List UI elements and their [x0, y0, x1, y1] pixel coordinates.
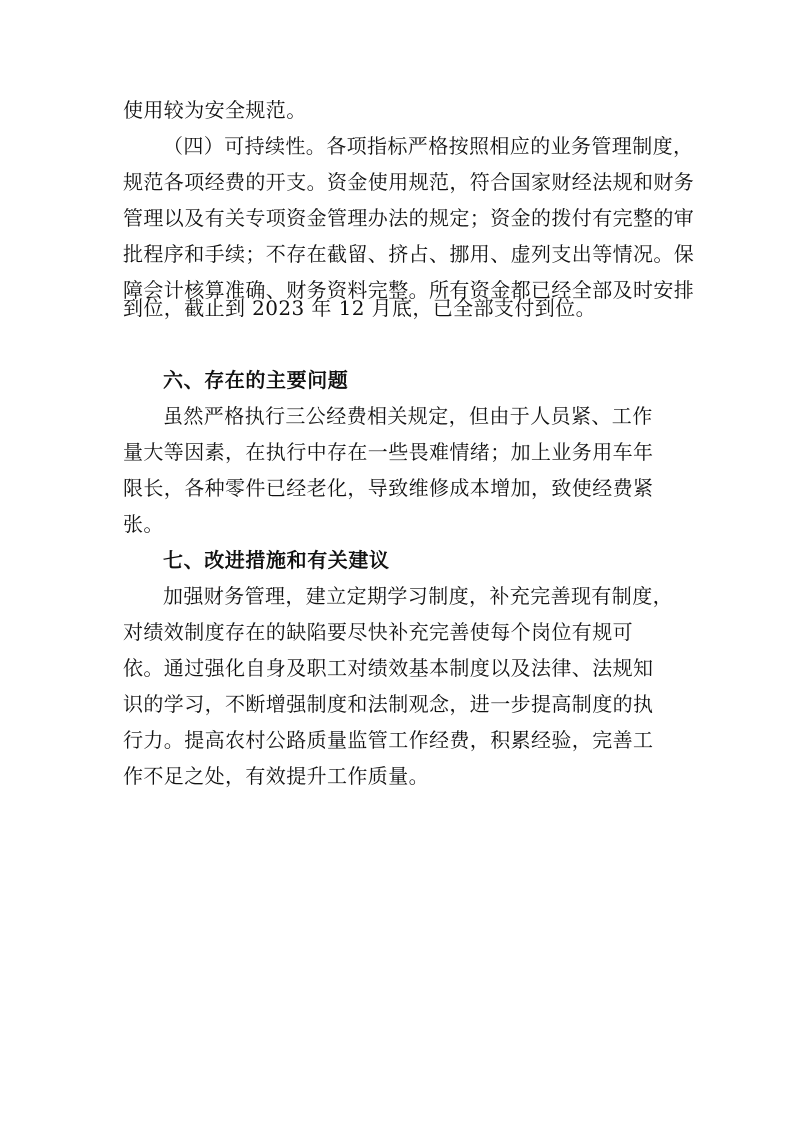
paragraph-line: 批程序和手续；不存在截留、挤占、挪用、虚列支出等情况。保 — [123, 242, 695, 266]
paragraph-line: 障会计核算准确、财务资料完整。所有资金都已经全部及时安排 — [123, 278, 695, 302]
paragraph-line: 虽然严格执行三公经费相关规定，但由于人员紧、工作 — [163, 404, 653, 428]
paragraph-line: 依。通过强化自身及职工对绩效基本制度以及法律、法规知 — [123, 656, 654, 680]
paragraph-line: 规范各项经费的开支。资金使用规范，符合国家财经法规和财务 — [123, 170, 695, 194]
paragraph-line: 管理以及有关专项资金管理办法的规定；资金的拨付有完整的审 — [123, 206, 695, 230]
paragraph-line: 识的学习，不断增强制度和法制观念，进一步提高制度的执 — [123, 692, 654, 716]
paragraph-line: 行力。提高农村公路质量监管工作经费，积累经验，完善工 — [123, 728, 654, 752]
paragraph-line: 作不足之处，有效提升工作质量。 — [123, 764, 429, 788]
paragraph-line: 到位，截止到 2023 年 12 月底，已全部支付到位。 — [123, 296, 596, 320]
paragraph-line: 限长，各种零件已经老化，导致维修成本增加，致使经费紧 — [123, 476, 654, 500]
section-heading: 六、存在的主要问题 — [163, 368, 349, 392]
paragraph-line: 张。 — [123, 512, 164, 536]
paragraph-line: 对绩效制度存在的缺陷要尽快补充完善使每个岗位有规可 — [123, 620, 633, 644]
paragraph-line: （四）可持续性。各项指标严格按照相应的业务管理制度， — [163, 134, 694, 158]
section-heading: 七、改进措施和有关建议 — [163, 548, 390, 572]
paragraph-line: 量大等因素，在执行中存在一些畏难情绪；加上业务用车年 — [123, 440, 654, 464]
paragraph-line: 加强财务管理，建立定期学习制度，补充完善现有制度， — [163, 584, 673, 608]
paragraph-line: 使用较为安全规范。 — [123, 98, 307, 122]
